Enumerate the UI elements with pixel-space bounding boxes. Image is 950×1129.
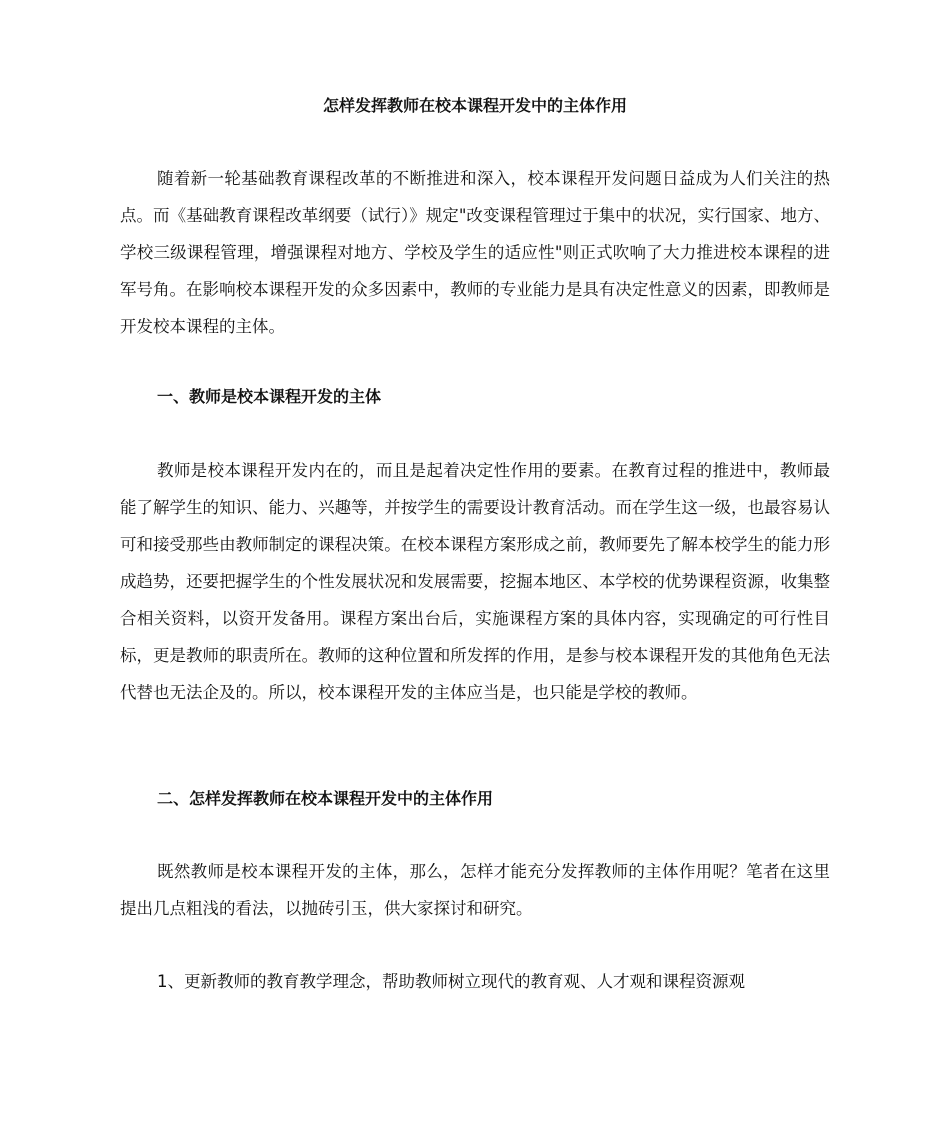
document-title: 怎样发挥教师在校本课程开发中的主体作用 — [322, 96, 627, 115]
section-2-paragraph: 既然教师是校本课程开发的主体，那么，怎样才能充分发挥教师的主体作用呢？笔者在这里提出几点粗浅的看法，以抛砖引玉，供大家探讨和研究。 — [120, 862, 830, 918]
section-heading-1: 一、教师是校本课程开发的主体 — [157, 387, 382, 406]
section-1-paragraph: 教师是校本课程开发内在的，而且是起着决定性作用的要素。在教育过程的推进中，教师最能了解学生的知识、能力、兴趣等，并按学生的需要设计教育活动。而在学生这一级，也最容易认可和接受那些由教师制定的课程决策。在校本课程方案形成之前，教师要先了解本校学生的能力形成趋势，还要把握学生的个性发展状况和发展需要，挖掘本地区、本学校的优势课程资源，收集整合相关资料，以资开发备用。课程方案出台后，实施课程方案的具体内容，实现确定的可行性目标，更是教师的职责所在。教师的这种位置和所发挥的作用，是参与校本课程开发的其他角色无法代替也无法企及的。所以，校本课程开发的主体应当是，也只能是学校的教师。 — [120, 461, 830, 702]
intro-paragraph: 随着新一轮基础教育课程改革的不断推进和深入，校本课程开发问题日益成为人们关注的热点。而《基础教育课程改革纲要（试行）》规定"改变课程管理过于集中的状况，实行国家、地方、学校三级课程管理，增强课程对地方、学校及学生的适应性"则正式吹响了大力推进校本课程的进军号角。在影响校本课程开发的众多因素中，教师的专业能力是具有决定性意义的因素，即教师是开发校本课程的主体。 — [120, 169, 830, 336]
list-item-1: 1、更新教师的教育教学理念，帮助教师树立现代的教育观、人才观和课程资源观 — [157, 972, 745, 991]
section-heading-2: 二、怎样发挥教师在校本课程开发中的主体作用 — [157, 789, 494, 808]
